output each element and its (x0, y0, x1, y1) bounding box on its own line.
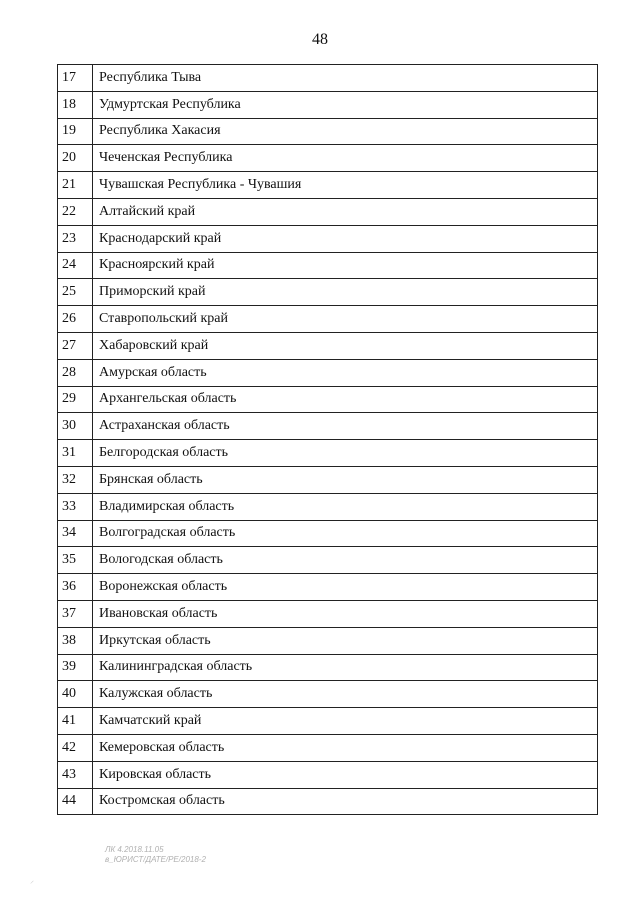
regions-table-body (58, 65, 598, 815)
region-name: Республика Тыва (93, 65, 598, 92)
table-row (58, 681, 598, 708)
row-number: 41 (58, 708, 93, 735)
row-number: 36 (58, 574, 93, 601)
region-name: Красноярский край (93, 252, 598, 279)
stamp-line-1: ЛК 4.2018.11.05 (105, 845, 164, 854)
region-name: Ставропольский край (93, 306, 598, 333)
row-number: 43 (58, 761, 93, 788)
row-number: 44 (58, 788, 93, 815)
row-number: 33 (58, 493, 93, 520)
table-row (58, 547, 598, 574)
region-name: Чеченская Республика (93, 145, 598, 172)
region-name: Чувашская Республика - Чувашия (93, 172, 598, 199)
region-name: Волгоградская область (93, 520, 598, 547)
table-row (58, 413, 598, 440)
table-row (58, 788, 598, 815)
row-number: 42 (58, 734, 93, 761)
row-number: 27 (58, 332, 93, 359)
table-row (58, 708, 598, 735)
stamp-line-2: в_ЮРИСТ/ДАТЕ/РЕ/2018-2 (105, 855, 206, 864)
table-row (58, 118, 598, 145)
region-name: Брянская область (93, 466, 598, 493)
row-number: 21 (58, 172, 93, 199)
row-number: 24 (58, 252, 93, 279)
scan-mark: ⸝ (30, 876, 34, 885)
table-row (58, 91, 598, 118)
region-name: Ивановская область (93, 600, 598, 627)
row-number: 37 (58, 600, 93, 627)
table-row (58, 520, 598, 547)
region-name: Краснодарский край (93, 225, 598, 252)
table-row (58, 600, 598, 627)
row-number: 18 (58, 91, 93, 118)
region-name: Калужская область (93, 681, 598, 708)
table-row (58, 172, 598, 199)
table-row (58, 574, 598, 601)
table-row (58, 65, 598, 92)
table-row (58, 654, 598, 681)
table-row (58, 306, 598, 333)
region-name: Приморский край (93, 279, 598, 306)
row-number: 38 (58, 627, 93, 654)
table-row (58, 761, 598, 788)
row-number: 39 (58, 654, 93, 681)
region-name: Хабаровский край (93, 332, 598, 359)
row-number: 34 (58, 520, 93, 547)
row-number: 22 (58, 198, 93, 225)
region-name: Владимирская область (93, 493, 598, 520)
table-row (58, 279, 598, 306)
row-number: 30 (58, 413, 93, 440)
region-name: Иркутская область (93, 627, 598, 654)
row-number: 26 (58, 306, 93, 333)
table-row (58, 466, 598, 493)
region-name: Кировская область (93, 761, 598, 788)
row-number: 31 (58, 440, 93, 467)
row-number: 17 (58, 65, 93, 92)
row-number: 28 (58, 359, 93, 386)
registration-stamp (105, 845, 206, 865)
region-name: Вологодская область (93, 547, 598, 574)
table-row (58, 225, 598, 252)
region-name: Калининградская область (93, 654, 598, 681)
table-row (58, 386, 598, 413)
table-row (58, 440, 598, 467)
row-number: 25 (58, 279, 93, 306)
region-name: Архангельская область (93, 386, 598, 413)
row-number: 35 (58, 547, 93, 574)
regions-table (57, 64, 598, 815)
region-name: Удмуртская Республика (93, 91, 598, 118)
table-row (58, 145, 598, 172)
region-name: Камчатский край (93, 708, 598, 735)
table-row (58, 332, 598, 359)
table-row (58, 252, 598, 279)
row-number: 23 (58, 225, 93, 252)
table-row (58, 493, 598, 520)
table-row (58, 198, 598, 225)
region-name: Белгородская область (93, 440, 598, 467)
table-row (58, 359, 598, 386)
row-number: 40 (58, 681, 93, 708)
table-row (58, 734, 598, 761)
region-name: Амурская область (93, 359, 598, 386)
row-number: 29 (58, 386, 93, 413)
region-name: Костромская область (93, 788, 598, 815)
row-number: 20 (58, 145, 93, 172)
table-row (58, 627, 598, 654)
region-name: Астраханская область (93, 413, 598, 440)
row-number: 19 (58, 118, 93, 145)
region-name: Республика Хакасия (93, 118, 598, 145)
region-name: Кемеровская область (93, 734, 598, 761)
region-name: Воронежская область (93, 574, 598, 601)
page-number: 48 (312, 31, 328, 48)
row-number: 32 (58, 466, 93, 493)
region-name: Алтайский край (93, 198, 598, 225)
